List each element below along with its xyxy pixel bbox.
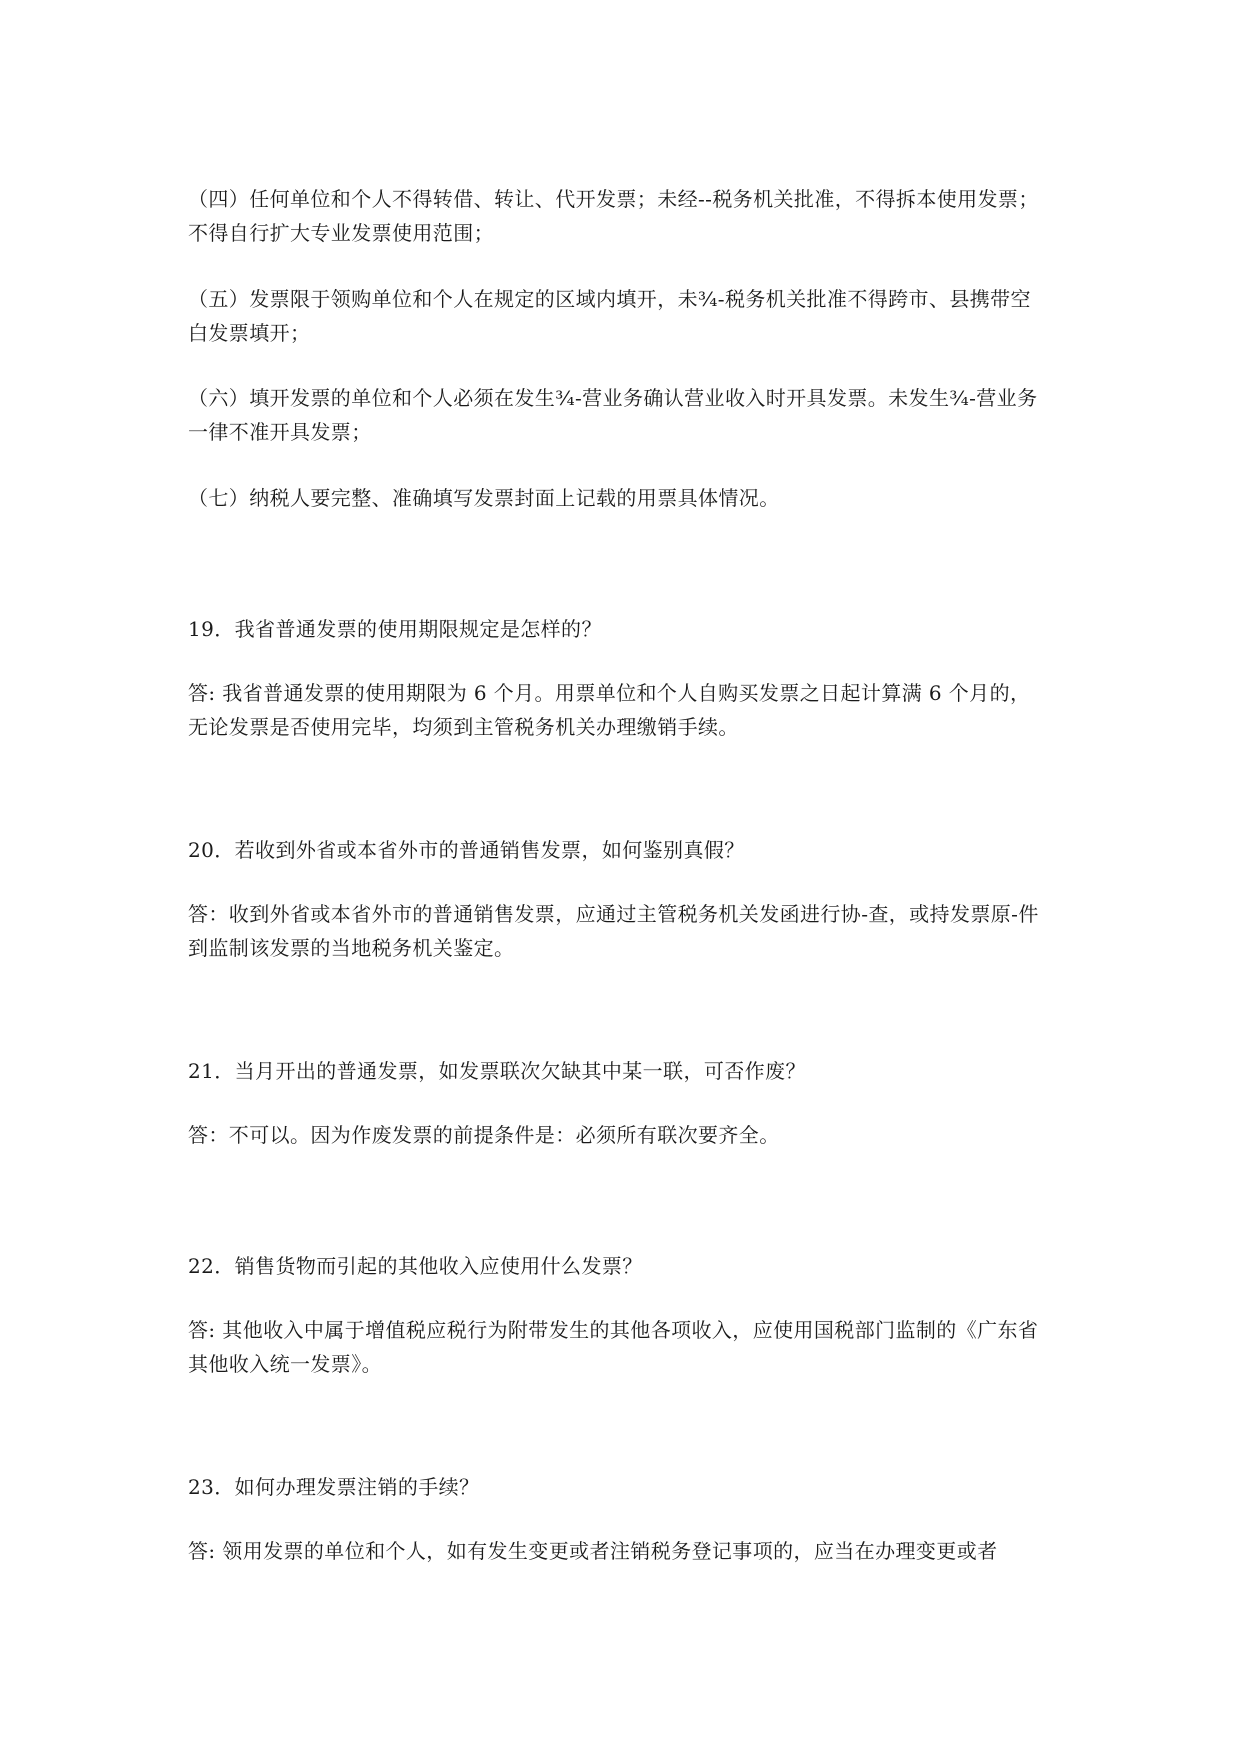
paragraph-item-6: （六）填开发票的单位和个人必须在发生¾-营业务确认营业收入时开具发票。未发生¾-营业务一律不准开具发票； <box>188 386 1038 444</box>
answer-19: 答: 我省普通发票的使用期限为 6 个月。用票单位和个人自购买发票之日起计算满 6 个月的，无论发票是否使用完毕，均须到主管税务机关办理缴销手续。 <box>188 681 1031 739</box>
question-20: 20．若收到外省或本省外市的普通销售发票，如何鉴别真假？ <box>188 838 745 862</box>
answer-23: 答: 领用发票的单位和个人，如有发生变更或者注销税务登记事项的，应当在办理变更或者 <box>188 1539 998 1563</box>
question-23: 23．如何办理发票注销的手续？ <box>188 1475 480 1499</box>
question-19: 19．我省普通发票的使用期限规定是怎样的？ <box>188 617 602 641</box>
question-21: 21．当月开出的普通发票，如发票联次欠缺其中某一联，可否作废？ <box>188 1059 806 1083</box>
answer-20: 答：收到外省或本省外市的普通销售发票，应通过主管税务机关发函进行协-查，或持发票原-件到监制该发票的当地税务机关鉴定。 <box>188 902 1039 960</box>
paragraph-item-5: （五）发票限于领购单位和个人在规定的区域内填开，未¾-税务机关批准不得跨市、县携带空白发票填开； <box>188 287 1031 345</box>
answer-22: 答: 其他收入中属于增值税应税行为附带发生的其他各项收入，应使用国税部门监制的《广东省其他收入统一发票》。 <box>188 1318 1039 1376</box>
answer-21: 答：不可以。因为作废发票的前提条件是：必须所有联次要齐全。 <box>188 1123 780 1147</box>
paragraph-item-7: （七）纳税人要完整、准确填写发票封面上记载的用票具体情况。 <box>188 486 780 510</box>
paragraph-item-4: （四）任何单位和个人不得转借、转让、代开发票；未经--税务机关批准，不得拆本使用发票；不得自行扩大专业发票使用范围； <box>188 187 1039 245</box>
question-22: 22．销售货物而引起的其他收入应使用什么发票？ <box>188 1254 643 1278</box>
